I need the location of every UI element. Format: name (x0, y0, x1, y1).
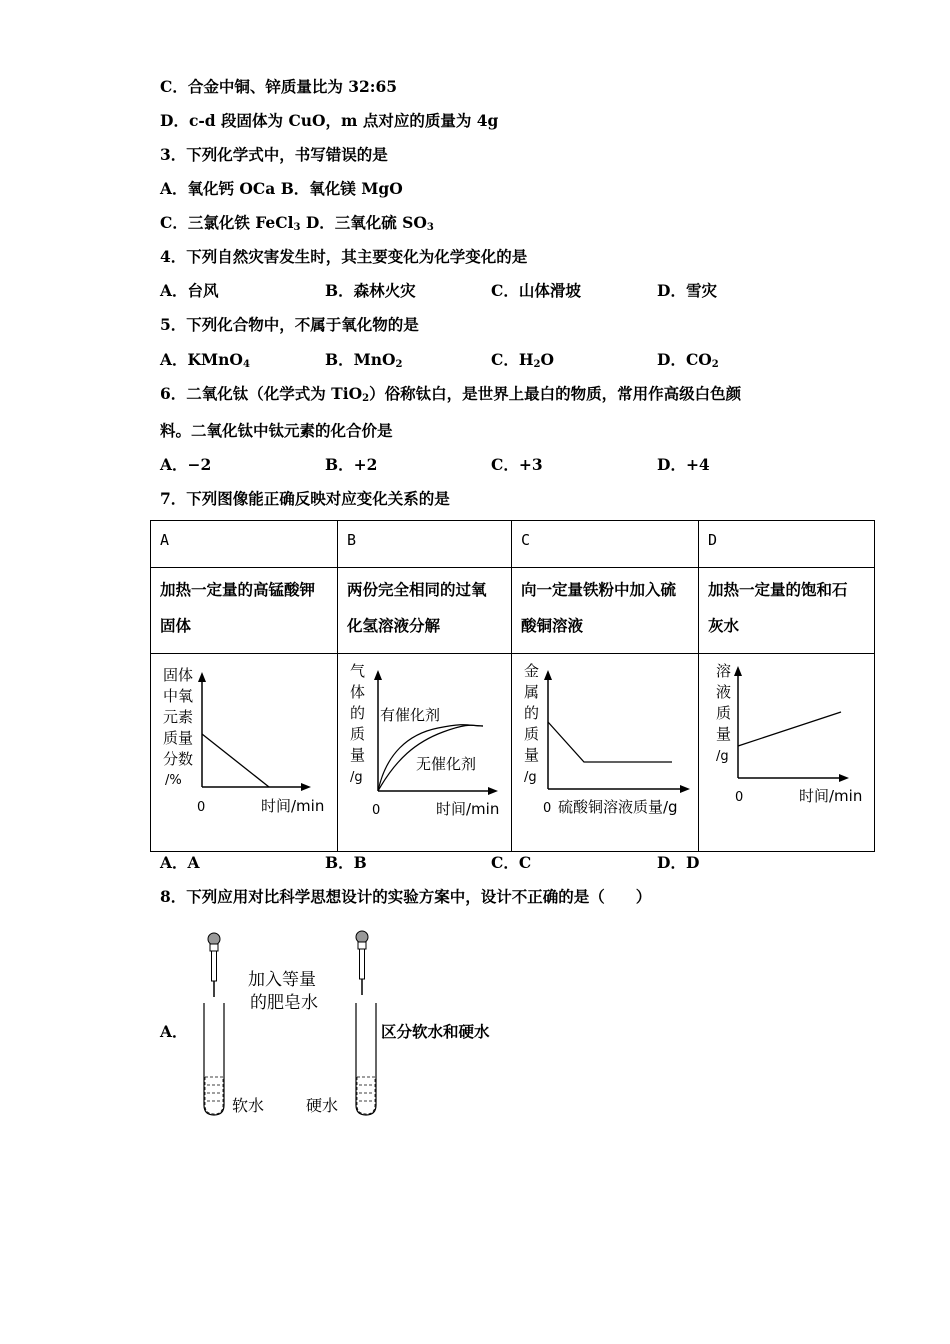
graph-c-x-arrow (680, 785, 690, 793)
graph-b-origin: 0 (372, 803, 381, 818)
q7-desc-a: 加热一定量的高锰酸钾 固体 (151, 568, 338, 654)
q7-option-d: D．D (657, 853, 700, 872)
q7-graph-c (512, 654, 699, 852)
q7-header-c: C (512, 521, 699, 568)
q7-graph-d (699, 654, 875, 852)
graph-d-ylabel-1: 溶 (716, 662, 732, 680)
q4-option-a: A．台风 (160, 281, 219, 300)
q6-option-a: A．−2 (160, 455, 212, 474)
graph-a-ylabel-5: 分数 (163, 750, 194, 768)
q6-option-d: D．+4 (657, 455, 710, 474)
question-6-line2: 料。二氧化钛中钛元素的化合价是 (160, 421, 393, 440)
q7-desc-d: 加热一定量的饱和石 灰水 (699, 568, 875, 654)
question-4: 4．下列自然灾害发生时，其主要变化为化学变化的是 (160, 247, 528, 266)
graph-a-x-arrow (301, 783, 311, 791)
graph-b-ylabel-1: 气 (350, 662, 366, 680)
graph-c-ylabel-3: 的 (524, 704, 540, 722)
graph-c-y-arrow (544, 670, 552, 680)
graph-c-svg (512, 654, 698, 851)
graph-a-origin: 0 (197, 800, 206, 815)
q8-option-a-note: 区分软水和硬水 (381, 1022, 490, 1041)
tube-right-label: 硬水 (306, 1096, 339, 1115)
graph-a-ylabel-3: 元素 (163, 708, 194, 726)
graph-d-ylabel-4: 量 (716, 725, 732, 743)
question-8: 8．下列应用对比科学思想设计的实验方案中，设计不正确的是（ ） (160, 887, 652, 906)
question-3: 3．下列化学式中，书写错误的是 (160, 145, 388, 164)
graph-b-ylabel-3: 的 (350, 704, 366, 722)
q3-options-cd: C．三氯化铁 FeCl$_3$ D．三氧化硫 $SO_3$ (160, 213, 434, 233)
q4-option-c: C．山体滑坡 (491, 281, 581, 300)
graph-b-xlabel: 时间/min (436, 800, 500, 818)
dropper-right-icon (356, 931, 368, 995)
q7-table (150, 520, 875, 852)
q3-options-ab: A．氧化钙 OCa B．氧化镁 MgO (160, 179, 403, 198)
q5-option-b: B．MnO$_2$ (325, 350, 403, 370)
graph-c-ylabel-1: 金 (524, 662, 540, 680)
graph-c-ylabel-5: 量 (524, 746, 540, 764)
test-tube-right-icon (356, 1003, 376, 1115)
graph-d-ylabel-5: /g (716, 749, 729, 764)
graph-d-svg (699, 654, 874, 851)
graph-b-ylabel-4: 质 (350, 725, 366, 743)
dropper-left-icon (208, 933, 220, 997)
graph-d-origin: 0 (735, 790, 744, 805)
q5-option-c: C．$H_2O$ (491, 350, 554, 370)
graph-b-ylabel-2: 体 (350, 683, 366, 701)
question-5: 5．下列化合物中，不属于氧化物的是 (160, 315, 419, 334)
q4-option-b: B．森林火灾 (325, 281, 416, 300)
q7-option-c: C．C (491, 853, 532, 872)
graph-a-line (202, 734, 269, 787)
q6-option-c: C．+3 (491, 455, 543, 474)
graph-a-ylabel-1: 固体 (163, 666, 194, 684)
graph-c-ylabel-6: /g (524, 770, 537, 785)
graph-d-x-arrow (839, 774, 849, 782)
graph-c-ylabel-4: 质 (524, 725, 540, 743)
q7-graph-a (151, 654, 338, 852)
question-6-line1: 6．二氧化钛（化学式为 TiO$_2$）俗称钛白，是世界上最白的物质，常用作高级白色颜 (160, 384, 742, 404)
graph-d-y-arrow (734, 666, 742, 676)
q7-option-b: B．B (325, 853, 367, 872)
graph-b-y-arrow (374, 670, 382, 680)
graph-c-xlabel: 硫酸铜溶液质量/g (558, 798, 678, 816)
graph-c-ylabel-2: 属 (524, 683, 540, 701)
q6-option-b: B．+2 (325, 455, 378, 474)
q7-desc-b: 两份完全相同的过氧 化氢溶液分解 (338, 568, 512, 654)
graph-c-origin: 0 (543, 801, 552, 816)
q7-header-b: B (338, 521, 512, 568)
question-7: 7．下列图像能正确反映对应变化关系的是 (160, 489, 450, 508)
graph-a-xlabel: 时间/min (261, 797, 325, 815)
graph-a-svg (151, 654, 337, 851)
option-d-prev: D．c-d 段固体为 CuO，m 点对应的质量为 4g (160, 111, 499, 130)
option-c-prev: C．合金中铜、锌质量比为 32:65 (160, 77, 398, 96)
graph-d-ylabel-3: 质 (716, 704, 732, 722)
test-tube-left-icon (204, 1003, 224, 1115)
tube-left-label: 软水 (232, 1096, 265, 1115)
graph-b-curve2-label: 无催化剂 (416, 755, 477, 773)
q7-option-a: A．A (160, 853, 200, 872)
graph-b-x-arrow (488, 787, 498, 795)
graph-a-y-arrow (198, 672, 206, 682)
q8-caption-line1: 加入等量 (248, 970, 316, 990)
graph-b-ylabel-6: /g (350, 770, 363, 785)
graph-d-line (738, 712, 841, 746)
graph-d-ylabel-2: 液 (716, 683, 732, 701)
q7-desc-c: 向一定量铁粉中加入硫 酸铜溶液 (512, 568, 699, 654)
graph-d-xlabel: 时间/min (799, 787, 863, 805)
q8-caption-line2: 的肥皂水 (250, 993, 318, 1013)
graph-a-ylabel-2: 中氧 (163, 687, 194, 705)
q7-header-a: A (151, 521, 338, 568)
q8-option-a-label: A． (160, 1022, 188, 1041)
q4-option-d: D．雪灾 (657, 281, 717, 300)
q5-option-a: A．KMnO$_4$ (160, 350, 250, 370)
graph-a-ylabel-4: 质量 (163, 729, 194, 747)
graph-a-ylabel-6: /% (165, 773, 182, 788)
graph-b-svg (338, 654, 511, 851)
q7-header-d: D (699, 521, 875, 568)
graph-b-ylabel-5: 量 (350, 746, 366, 764)
q5-option-d: D．$CO_2$ (657, 350, 719, 370)
q7-graph-b (338, 654, 512, 852)
graph-c-line (548, 722, 672, 762)
graph-b-curve1-label: 有催化剂 (380, 706, 441, 724)
